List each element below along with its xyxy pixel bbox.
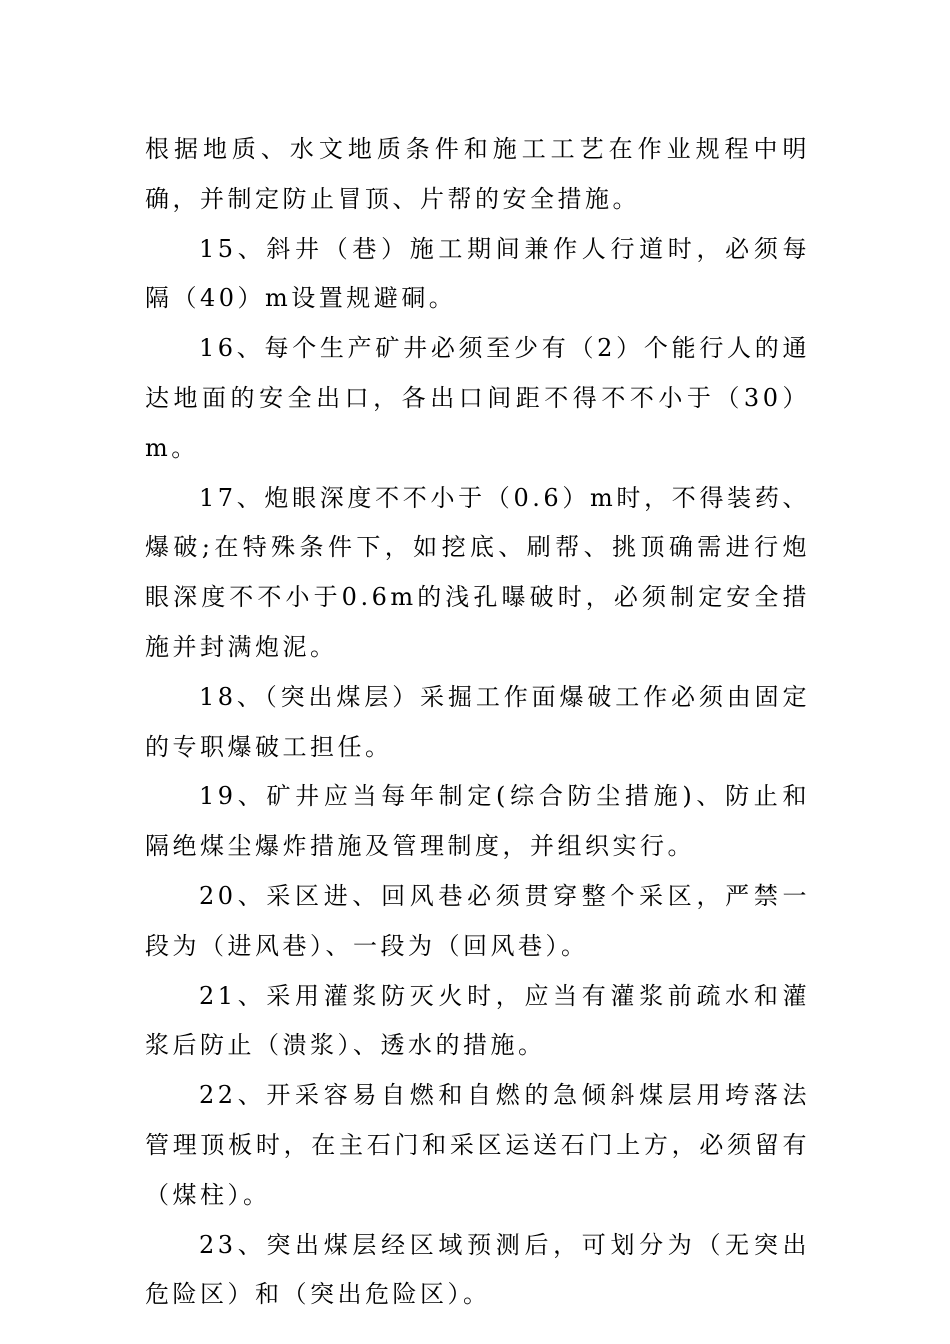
paragraph-item-18: 18、（突出煤层）采掘工作面爆破工作必须由固定的专职爆破工担任。 [145, 682, 810, 761]
paragraph-item-22: 22、开采容易自燃和自燃的急倾斜煤层用垮落法管理顶板时，在主石门和采区运送石门上方，必须留有（煤柱）。 [145, 1081, 810, 1209]
paragraph-item-20: 20、采区进、回风巷必须贯穿整个采区，严禁一段为（进风巷）、一段为（回风巷）。 [145, 881, 810, 960]
paragraph-continuation: 根据地质、水文地质条件和施工工艺在作业规程中明确，并制定防止冒顶、片帮的安全措施。 [145, 135, 810, 213]
paragraph-item-15: 15、斜井（巷）施工期间兼作人行道时，必须每隔（40）m设置规避硐。 [145, 234, 810, 313]
paragraph-item-23: 23、突出煤层经区域预测后，可划分为（无突出危险区）和（突出危险区）。 [145, 1230, 810, 1309]
paragraph-item-21: 21、采用灌浆防灭火时，应当有灌浆前疏水和灌浆后防止（溃浆）、透水的措施。 [145, 981, 810, 1060]
paragraph-item-17: 17、炮眼深度不不小于（0.6）m时，不得装药、爆破;在特殊条件下，如挖底、刷帮、挑顶确需进行炮眼深度不不小于0.6m的浅孔曝破时，必须制定安全措施并封满炮泥。 [145, 483, 810, 661]
paragraph-item-19: 19、矿井应当每年制定(综合防尘措施)、防止和隔绝煤尘爆炸措施及管理制度，并组织实行。 [145, 782, 810, 861]
document-body [145, 125, 810, 1320]
paragraph-item-16: 16、每个生产矿井必须至少有（2）个能行人的通达地面的安全出口，各出口间距不得不不小于（30）m。 [145, 334, 810, 462]
